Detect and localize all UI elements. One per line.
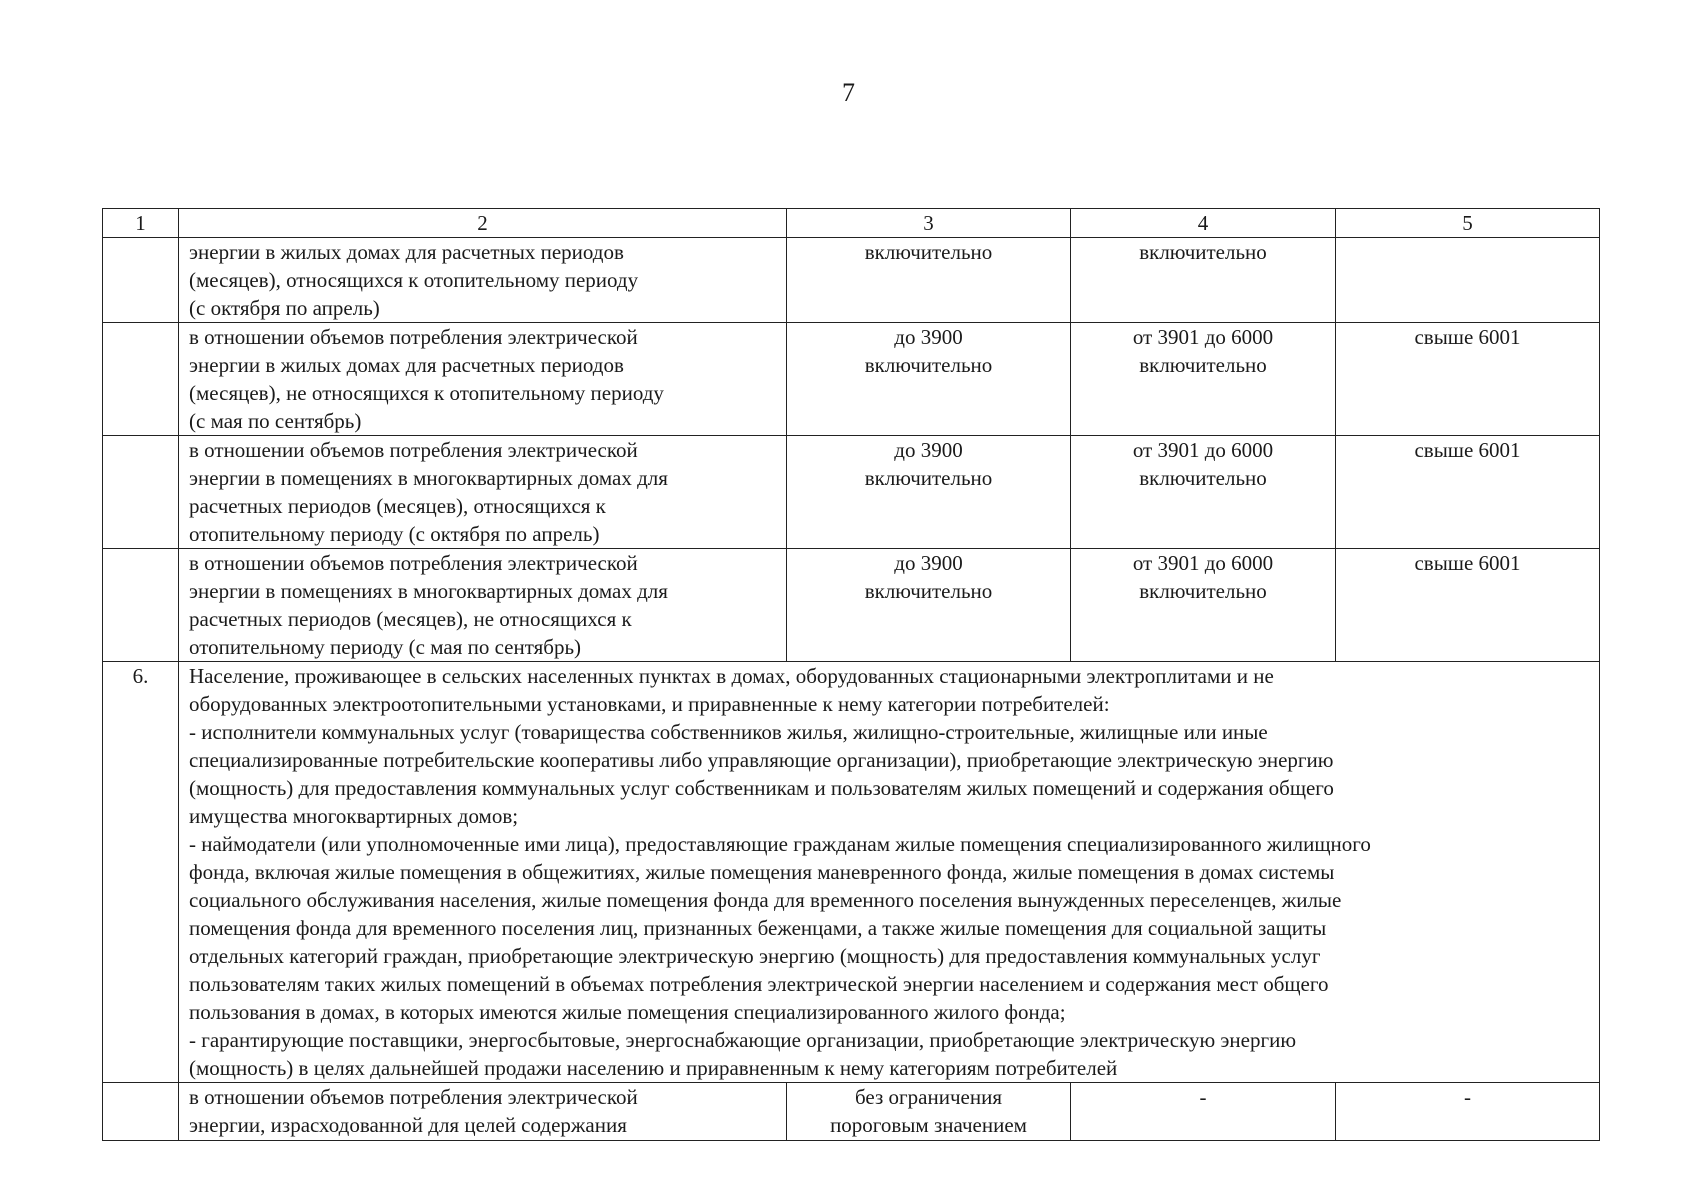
description-line: отопительному периоду (с мая по сентябрь)	[189, 635, 582, 659]
row-number-cell	[103, 323, 179, 436]
description-line: энергии в помещениях в многоквартирных домах для	[189, 579, 668, 603]
column-header-1: 1	[103, 209, 179, 238]
table-row	[103, 238, 1600, 323]
threshold-line: -	[1464, 1085, 1471, 1109]
description-line: отопительному периоду (с октября по апрель)	[189, 522, 600, 546]
threshold-line: до 3900	[894, 325, 963, 349]
threshold-high-cell	[1336, 323, 1600, 436]
column-header-4: 4	[1071, 209, 1336, 238]
threshold-high-cell	[1336, 1083, 1600, 1141]
threshold-low-cell	[787, 323, 1071, 436]
threshold-mid-cell	[1071, 436, 1336, 549]
section-6-line: фонда, включая жилые помещения в общежитиях, жилые помещения маневренного фонда, жилые помещения в домах системы	[189, 860, 1335, 884]
description-cell	[179, 549, 787, 662]
table-row	[103, 1083, 1600, 1141]
section-6-line: Население, проживающее в сельских населенных пунктах в домах, оборудованных стационарными электроплитами и не	[189, 664, 1274, 688]
description-line: энергии в жилых домах для расчетных периодов	[189, 240, 624, 264]
row-number-cell	[103, 549, 179, 662]
section-6-line: социального обслуживания населения, жилые помещения фонда для временного поселения вынужденных переселенцев, жилые	[189, 888, 1342, 912]
threshold-low-cell	[787, 549, 1071, 662]
table-row	[103, 436, 1600, 549]
threshold-line: от 3901 до 6000	[1132, 325, 1274, 349]
description-line: в отношении объемов потребления электрической	[189, 551, 638, 575]
threshold-mid-cell	[1071, 238, 1336, 323]
threshold-line: пороговым значением	[830, 1113, 1027, 1137]
section-6-line: отдельных категорий граждан, приобретающие электрическую энергию (мощность) для предоставления коммунальных услуг	[189, 944, 1321, 968]
threshold-low-cell	[787, 1083, 1071, 1141]
section-6-description	[179, 662, 1600, 1083]
threshold-line: до 3900	[894, 551, 963, 575]
table-row	[103, 323, 1600, 436]
threshold-line: включительно	[1139, 466, 1267, 490]
section-6-line: (мощность) в целях дальнейшей продажи населению и приравненным к нему категориям потребителей	[189, 1056, 1118, 1080]
description-line: в отношении объемов потребления электрической	[189, 1085, 638, 1109]
description-line: в отношении объемов потребления электрической	[189, 438, 638, 462]
threshold-line: от 3901 до 6000	[1132, 551, 1274, 575]
column-header-2: 2	[179, 209, 787, 238]
threshold-mid-cell	[1071, 1083, 1336, 1141]
threshold-line: -	[1199, 1085, 1207, 1109]
description-line: расчетных периодов (месяцев), относящихся к	[189, 494, 606, 518]
description-line: расчетных периодов (месяцев), не относящихся к	[189, 607, 632, 631]
threshold-line: включительно	[1139, 353, 1267, 377]
threshold-high-cell	[1336, 436, 1600, 549]
tariff-table	[102, 208, 1600, 1141]
section-6-line: специализированные потребительские кооперативы либо управляющие организации), приобретающие электрическую энергию	[189, 748, 1334, 772]
threshold-line: свыше 6001	[1414, 551, 1521, 575]
row-number-cell	[103, 238, 179, 323]
threshold-line: без ограничения	[855, 1085, 1002, 1109]
threshold-high-cell	[1336, 238, 1600, 323]
threshold-line: включительно	[864, 466, 993, 490]
section-6-line: имущества многоквартирных домов;	[189, 804, 519, 828]
description-cell	[179, 323, 787, 436]
threshold-line: свыше 6001	[1414, 438, 1521, 462]
threshold-line: свыше 6001	[1414, 325, 1521, 349]
description-line: в отношении объемов потребления электрической	[189, 325, 638, 349]
row-number-cell: 6.	[103, 662, 179, 1083]
section-6-line: - исполнители коммунальных услуг (товарищества собственников жилья, жилищно-строительные, жилищные или иные	[189, 720, 1268, 744]
description-line: энергии в жилых домах для расчетных периодов	[189, 353, 624, 377]
section-6-line: пользования в домах, в которых имеются жилые помещения специализированного жилого фонда;	[189, 1000, 1066, 1024]
section-6-line: - гарантирующие поставщики, энергосбытовые, энергоснабжающие организации, приобретающие электрическую энергию	[189, 1028, 1297, 1052]
threshold-line: включительно	[864, 353, 993, 377]
table-row	[103, 549, 1600, 662]
section-6-line: (мощность) для предоставления коммунальных услуг собственникам и пользователям жилых помещений и содержания общего	[189, 776, 1334, 800]
row-number-cell	[103, 1083, 179, 1141]
description-line: (с октября по апрель)	[189, 296, 380, 320]
page-number: 7	[842, 78, 855, 107]
description-cell	[179, 238, 787, 323]
description-line: (месяцев), не относящихся к отопительному периоду	[189, 381, 664, 405]
description-cell	[179, 436, 787, 549]
description-line: (месяцев), относящихся к отопительному периоду	[189, 268, 639, 292]
threshold-line: включительно	[1139, 579, 1267, 603]
section-6-line: помещения фонда для временного поселения лиц, признанных беженцами, а также жилые помещения для социальной защиты	[189, 916, 1327, 940]
description-line: энергии в помещениях в многоквартирных домах для	[189, 466, 668, 490]
description-line: энергии, израсходованной для целей содержания	[189, 1113, 627, 1137]
section-6-line: оборудованных электроотопительными установками, и приравненные к нему категории потребителей:	[189, 692, 1110, 716]
description-cell	[179, 1083, 787, 1141]
threshold-line: включительно	[864, 240, 993, 264]
threshold-line: до 3900	[894, 438, 963, 462]
row-number-cell	[103, 436, 179, 549]
threshold-low-cell	[787, 436, 1071, 549]
threshold-high-cell	[1336, 549, 1600, 662]
section-6-row	[103, 662, 1600, 1083]
column-header-3: 3	[787, 209, 1071, 238]
threshold-line: включительно	[1139, 240, 1267, 264]
column-header-5: 5	[1336, 209, 1600, 238]
description-line: (с мая по сентябрь)	[189, 409, 362, 433]
threshold-line: включительно	[864, 579, 993, 603]
threshold-mid-cell	[1071, 549, 1336, 662]
threshold-low-cell	[787, 238, 1071, 323]
threshold-line: от 3901 до 6000	[1132, 438, 1274, 462]
threshold-mid-cell	[1071, 323, 1336, 436]
section-6-line: пользователям таких жилых помещений в объемах потребления электрической энергии населением и содержания мест общего	[189, 972, 1329, 996]
table-header-row	[103, 209, 1600, 238]
section-6-line: - наймодатели (или уполномоченные ими лица), предоставляющие гражданам жилые помещения специализированного жилищного	[189, 832, 1371, 856]
